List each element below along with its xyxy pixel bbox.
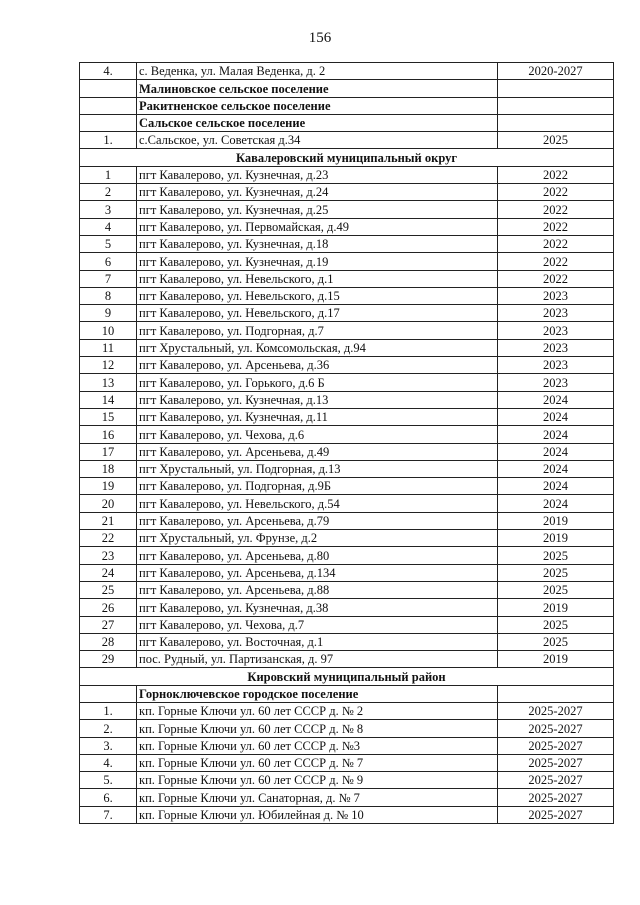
row-number: 17 xyxy=(80,443,137,460)
address-cell: пгт Кавалерово, ул. Арсеньева, д.36 xyxy=(137,357,498,374)
row-number: 1. xyxy=(80,132,137,149)
row-number: 16 xyxy=(80,426,137,443)
row-number: 1 xyxy=(80,166,137,183)
table-row xyxy=(80,478,614,495)
address-cell: пгт Кавалерово, ул. Кузнечная, д.23 xyxy=(137,166,498,183)
year-cell: 2020-2027 xyxy=(498,63,614,80)
table-row xyxy=(80,357,614,374)
row-number: 4. xyxy=(80,63,137,80)
address-cell: пгт Кавалерово, ул. Кузнечная, д.24 xyxy=(137,184,498,201)
year-cell: 2024 xyxy=(498,426,614,443)
row-number: 23 xyxy=(80,547,137,564)
empty-cell xyxy=(80,114,137,131)
table-row xyxy=(80,235,614,252)
table-row xyxy=(80,218,614,235)
address-cell: пгт Кавалерово, ул. Невельского, д.54 xyxy=(137,495,498,512)
table-row xyxy=(80,184,614,201)
year-cell: 2023 xyxy=(498,339,614,356)
empty-cell xyxy=(80,80,137,97)
address-cell: с.Сальское, ул. Советская д.34 xyxy=(137,132,498,149)
table-row xyxy=(80,633,614,650)
section-header-row xyxy=(80,668,614,685)
year-cell: 2024 xyxy=(498,391,614,408)
address-cell: пгт Кавалерово, ул. Арсеньева, д.79 xyxy=(137,512,498,529)
address-cell: пгт Хрустальный, ул. Фрунзе, д.2 xyxy=(137,530,498,547)
address-cell: с. Веденка, ул. Малая Веденка, д. 2 xyxy=(137,63,498,80)
row-number: 7 xyxy=(80,270,137,287)
year-cell: 2022 xyxy=(498,218,614,235)
address-cell: пгт Кавалерово, ул. Кузнечная, д.11 xyxy=(137,408,498,425)
address-cell: пгт Кавалерово, ул. Кузнечная, д.13 xyxy=(137,391,498,408)
row-number: 29 xyxy=(80,651,137,668)
year-cell: 2023 xyxy=(498,305,614,322)
address-cell: пгт Кавалерово, ул. Арсеньева, д.88 xyxy=(137,581,498,598)
table-row xyxy=(80,737,614,754)
row-number: 7. xyxy=(80,806,137,823)
address-cell: пгт Кавалерово, ул. Чехова, д.6 xyxy=(137,426,498,443)
registry-body xyxy=(80,63,614,824)
table-row xyxy=(80,253,614,270)
table-row xyxy=(80,443,614,460)
table-row xyxy=(80,564,614,581)
section-title: Кировский муниципальный район xyxy=(80,668,614,685)
row-number: 8 xyxy=(80,287,137,304)
year-cell: 2019 xyxy=(498,599,614,616)
row-number: 3 xyxy=(80,201,137,218)
address-cell: пгт Кавалерово, ул. Арсеньева, д.134 xyxy=(137,564,498,581)
table-row xyxy=(80,408,614,425)
table-row xyxy=(80,651,614,668)
table-row xyxy=(80,547,614,564)
year-cell: 2025 xyxy=(498,132,614,149)
year-cell: 2023 xyxy=(498,322,614,339)
empty-cell xyxy=(498,685,614,702)
table-row xyxy=(80,132,614,149)
row-number: 15 xyxy=(80,408,137,425)
address-cell: пгт Кавалерово, ул. Кузнечная, д.25 xyxy=(137,201,498,218)
table-row xyxy=(80,754,614,771)
year-cell: 2022 xyxy=(498,270,614,287)
subsection-row xyxy=(80,685,614,702)
subsection-row xyxy=(80,114,614,131)
table-row xyxy=(80,702,614,719)
row-number: 27 xyxy=(80,616,137,633)
row-number: 4. xyxy=(80,754,137,771)
row-number: 2 xyxy=(80,184,137,201)
table-row xyxy=(80,720,614,737)
page-number: 156 xyxy=(308,30,332,46)
year-cell: 2023 xyxy=(498,287,614,304)
row-number: 21 xyxy=(80,512,137,529)
row-number: 20 xyxy=(80,495,137,512)
table-row xyxy=(80,166,614,183)
address-cell: пгт Кавалерово, ул. Подгорная, д.9Б xyxy=(137,478,498,495)
table-row xyxy=(80,374,614,391)
year-cell: 2024 xyxy=(498,495,614,512)
table-row xyxy=(80,426,614,443)
row-number: 2. xyxy=(80,720,137,737)
subsection-title: Ракитненское сельское поселение xyxy=(137,97,498,114)
empty-cell xyxy=(498,80,614,97)
row-number: 22 xyxy=(80,530,137,547)
address-cell: пгт Кавалерово, ул. Кузнечная, д.19 xyxy=(137,253,498,270)
table-row xyxy=(80,287,614,304)
subsection-row xyxy=(80,80,614,97)
address-cell: пос. Рудный, ул. Партизанская, д. 97 xyxy=(137,651,498,668)
address-cell: кп. Горные Ключи ул. 60 лет СССР д. № 9 xyxy=(137,772,498,789)
row-number: 5. xyxy=(80,772,137,789)
section-header-row xyxy=(80,149,614,166)
address-cell: пгт Кавалерово, ул. Невельского, д.15 xyxy=(137,287,498,304)
row-number: 13 xyxy=(80,374,137,391)
row-number: 6. xyxy=(80,789,137,806)
address-cell: кп. Горные Ключи ул. Санаторная, д. № 7 xyxy=(137,789,498,806)
row-number: 3. xyxy=(80,737,137,754)
year-cell: 2019 xyxy=(498,512,614,529)
address-cell: пгт Кавалерово, ул. Чехова, д.7 xyxy=(137,616,498,633)
address-cell: кп. Горные Ключи ул. 60 лет СССР д. № 2 xyxy=(137,702,498,719)
address-cell: кп. Горные Ключи ул. 60 лет СССР д. №3 xyxy=(137,737,498,754)
row-number: 11 xyxy=(80,339,137,356)
address-cell: пгт Кавалерово, ул. Первомайская, д.49 xyxy=(137,218,498,235)
row-number: 18 xyxy=(80,460,137,477)
subsection-title: Малиновское сельское поселение xyxy=(137,80,498,97)
row-number: 25 xyxy=(80,581,137,598)
table-row xyxy=(80,581,614,598)
year-cell: 2022 xyxy=(498,235,614,252)
row-number: 1. xyxy=(80,702,137,719)
empty-cell xyxy=(498,114,614,131)
address-cell: пгт Кавалерово, ул. Восточная, д.1 xyxy=(137,633,498,650)
row-number: 6 xyxy=(80,253,137,270)
year-cell: 2025-2027 xyxy=(498,720,614,737)
section-title: Кавалеровский муниципальный округ xyxy=(80,149,614,166)
year-cell: 2024 xyxy=(498,460,614,477)
year-cell: 2025 xyxy=(498,616,614,633)
table-row xyxy=(80,63,614,80)
table-row xyxy=(80,305,614,322)
year-cell: 2022 xyxy=(498,201,614,218)
year-cell: 2025 xyxy=(498,581,614,598)
row-number: 28 xyxy=(80,633,137,650)
row-number: 9 xyxy=(80,305,137,322)
table-row xyxy=(80,789,614,806)
subsection-title: Горноключевское городское поселение xyxy=(137,685,498,702)
table-row xyxy=(80,512,614,529)
address-cell: кп. Горные Ключи ул. Юбилейная д. № 10 xyxy=(137,806,498,823)
year-cell: 2025-2027 xyxy=(498,737,614,754)
table-row xyxy=(80,495,614,512)
year-cell: 2024 xyxy=(498,478,614,495)
year-cell: 2022 xyxy=(498,166,614,183)
year-cell: 2024 xyxy=(498,443,614,460)
address-cell: пгт Кавалерово, ул. Подгорная, д.7 xyxy=(137,322,498,339)
row-number: 5 xyxy=(80,235,137,252)
address-cell: кп. Горные Ключи ул. 60 лет СССР д. № 7 xyxy=(137,754,498,771)
empty-cell xyxy=(80,97,137,114)
year-cell: 2025 xyxy=(498,633,614,650)
year-cell: 2019 xyxy=(498,530,614,547)
table-row xyxy=(80,599,614,616)
address-cell: пгт Хрустальный, ул. Подгорная, д.13 xyxy=(137,460,498,477)
year-cell: 2025-2027 xyxy=(498,754,614,771)
year-cell: 2023 xyxy=(498,374,614,391)
table-row xyxy=(80,772,614,789)
row-number: 4 xyxy=(80,218,137,235)
year-cell: 2025-2027 xyxy=(498,702,614,719)
table-row xyxy=(80,460,614,477)
table-row xyxy=(80,270,614,287)
year-cell: 2019 xyxy=(498,651,614,668)
row-number: 19 xyxy=(80,478,137,495)
address-cell: пгт Кавалерово, ул. Кузнечная, д.18 xyxy=(137,235,498,252)
year-cell: 2024 xyxy=(498,408,614,425)
subsection-row xyxy=(80,97,614,114)
year-cell: 2025-2027 xyxy=(498,772,614,789)
year-cell: 2022 xyxy=(498,253,614,270)
table-row xyxy=(80,339,614,356)
address-cell: пгт Кавалерово, ул. Арсеньева, д.49 xyxy=(137,443,498,460)
table-row xyxy=(80,616,614,633)
empty-cell xyxy=(498,97,614,114)
table-row xyxy=(80,201,614,218)
address-cell: пгт Кавалерово, ул. Горького, д.6 Б xyxy=(137,374,498,391)
year-cell: 2023 xyxy=(498,357,614,374)
address-cell: пгт Кавалерово, ул. Кузнечная, д.38 xyxy=(137,599,498,616)
subsection-title: Сальское сельское поселение xyxy=(137,114,498,131)
row-number: 26 xyxy=(80,599,137,616)
table-row xyxy=(80,530,614,547)
year-cell: 2025-2027 xyxy=(498,789,614,806)
address-cell: пгт Кавалерово, ул. Арсеньева, д.80 xyxy=(137,547,498,564)
table-row xyxy=(80,391,614,408)
address-cell: пгт Кавалерово, ул. Невельского, д.1 xyxy=(137,270,498,287)
address-cell: кп. Горные Ключи ул. 60 лет СССР д. № 8 xyxy=(137,720,498,737)
year-cell: 2025 xyxy=(498,564,614,581)
year-cell: 2022 xyxy=(498,184,614,201)
row-number: 24 xyxy=(80,564,137,581)
address-cell: пгт Кавалерово, ул. Невельского, д.17 xyxy=(137,305,498,322)
year-cell: 2025-2027 xyxy=(498,806,614,823)
row-number: 14 xyxy=(80,391,137,408)
table-row xyxy=(80,322,614,339)
row-number: 10 xyxy=(80,322,137,339)
registry-table xyxy=(79,62,614,824)
empty-cell xyxy=(80,685,137,702)
address-cell: пгт Хрустальный, ул. Комсомольская, д.94 xyxy=(137,339,498,356)
year-cell: 2025 xyxy=(498,547,614,564)
row-number: 12 xyxy=(80,357,137,374)
table-row xyxy=(80,806,614,823)
